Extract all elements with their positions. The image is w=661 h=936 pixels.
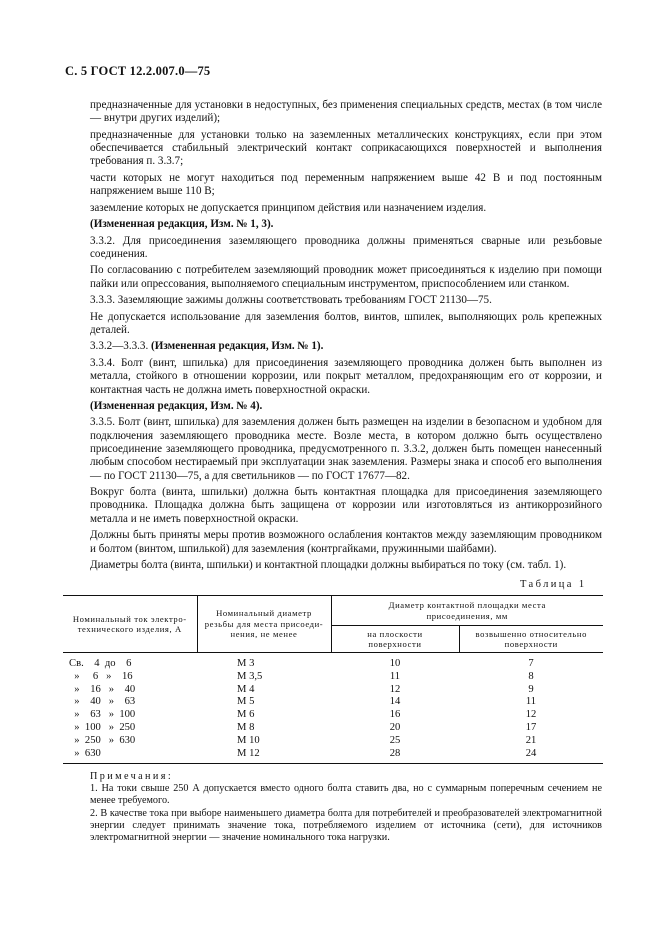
cell-thread: М 4 (237, 683, 255, 695)
document-body (90, 99, 602, 576)
table-row (63, 658, 603, 671)
paragraph: 3.3.4. Болт (винт, шпилька) для присоединения заземляющего проводника должен быть выполнен из металла, стойкого в отношении коррозии, или покрыт металлом, предохраняющим его от коррозии, и контактная часть не должна иметь поверхностной окраски. (90, 356, 602, 396)
cell-current: » 6 » 16 (69, 670, 133, 682)
paragraph: предназначенные для установки в недоступных, без применения специальных средств, местах (в том числе — внутри других изделий); (90, 99, 602, 125)
cell-flat: 28 (389, 747, 401, 759)
cell-raised: 12 (525, 709, 537, 721)
cell-current: » 630 (69, 747, 101, 759)
cell-thread: М 6 (237, 709, 255, 721)
table-row (63, 696, 603, 709)
clause-range: 3.3.2—3.3.3. (90, 340, 149, 353)
paragraph: предназначенные для установки только на заземленных металлических конструкциях, если при этом обеспечивается стабильный электрический контакт соприкасающихся поверхностей и выполнения требования п. 3.3.7; (90, 128, 602, 168)
cell-flat: 25 (389, 734, 401, 746)
paragraph-with-amendment (90, 340, 602, 353)
cell-current: » 40 » 63 (69, 696, 136, 708)
note-item: 2. В качестве тока при выборе наименьшего диаметра болта для потребителей и преобразователей электромагнитной энергии следует принимать значение тока, потребляемого изделием от источника (сети), для источников электромагнитной энергии — значение номинального тока нагрузки. (90, 807, 602, 844)
paragraph: Не допускается использование для заземления болтов, винтов, шпилек, выполняющих роль крепежных деталей. (90, 310, 602, 336)
cell-raised: 11 (525, 696, 537, 708)
paragraph: части которых не могут находиться под переменным напряжением выше 42 В и под постоянным напряжением выше 110 В; (90, 171, 602, 198)
cell-thread: М 8 (237, 721, 255, 733)
cell-raised: 7 (528, 658, 534, 669)
paragraph: Вокруг болта (винта, шпильки) должна быть контактная площадка для присоединения заземляющего проводника. Площадка должна быть защищена от коррозии или изготовляться из антикоррозийного металла и не иметь поверхностной окраски. (90, 486, 602, 525)
amendment-note: (Измененная редакция, Изм. № 1). (151, 340, 324, 353)
table-row (63, 709, 603, 722)
cell-flat: 16 (389, 709, 401, 721)
cell-current: Св. 4 до 6 (69, 658, 132, 669)
column-header-raised: возвышенно относительно поверхности (459, 626, 603, 653)
cell-current: » 16 » 40 (69, 683, 136, 695)
cell-current: » 63 » 100 (69, 709, 136, 721)
column-header-thread: Номинальный диаметр резьбы для места присоеди-нения, не менее (197, 596, 331, 653)
cell-current: » 100 » 250 (69, 721, 136, 733)
table-row (63, 748, 603, 764)
paragraph: заземление которых не допускается принципом действия или назначением изделия. (90, 201, 487, 214)
cell-raised: 9 (528, 683, 534, 695)
cell-raised: 17 (525, 721, 537, 733)
cell-raised: 8 (528, 670, 534, 682)
cell-flat: 11 (389, 670, 401, 682)
cell-flat: 14 (389, 696, 401, 708)
column-header-current: Номинальный ток электро-технического изделия, А (63, 596, 197, 653)
notes-heading: Примечания: (90, 771, 174, 782)
column-header-contact-diameter: Диаметр контактной площадки места присоединения, мм (388, 600, 546, 621)
cell-thread: М 3,5 (237, 670, 263, 682)
table-1 (63, 595, 603, 764)
amendment-note: (Измененная редакция, Изм. № 1, 3). (90, 218, 274, 231)
cell-flat: 10 (389, 658, 401, 669)
table-row (63, 684, 603, 697)
paragraph: 3.3.2. Для присоединения заземляющего проводника должны применяться сварные или резьбовые соединения. (90, 234, 602, 260)
cell-thread: М 12 (237, 747, 260, 759)
amendment-note: (Измененная редакция, Изм. № 4). (90, 400, 263, 412)
cell-thread: М 5 (237, 696, 255, 708)
note-item: 1. На токи свыше 250 А допускается вместо одного болта ставить два, но с суммарным поперечным сечением не менее требуемого. (90, 783, 602, 807)
cell-thread: М 3 (237, 658, 255, 669)
cell-raised: 21 (525, 734, 537, 746)
notes (90, 771, 602, 844)
cell-flat: 20 (389, 721, 401, 733)
paragraph: Диаметры болта (винта, шпильки) и контактной площадки должны выбираться по току (см. табл. 1). (90, 559, 567, 572)
column-header-flat: на плоскости поверхности (331, 626, 459, 653)
paragraph: Должны быть приняты меры против возможного ослабления контактов между заземляющим проводником и болтом (винтом, шпилькой) для заземления (контргайками, пружинными шайбами). (90, 529, 602, 555)
table-row (63, 735, 603, 748)
paragraph: По согласованию с потребителем заземляющий проводник может присоединяться к изделию при помощи пайки или опрессования, выполняемого специальным инструментом, приспособлением или станком. (90, 264, 602, 290)
paragraph: 3.3.3. Заземляющие зажимы должны соответствовать требованиям ГОСТ 21130—75. (90, 294, 492, 307)
table-row (63, 671, 603, 684)
cell-thread: М 10 (237, 734, 260, 746)
page-header: С. 5 ГОСТ 12.2.007.0—75 (65, 64, 211, 78)
cell-raised: 24 (525, 747, 537, 759)
cell-current: » 250 » 630 (69, 734, 136, 746)
table-row (63, 722, 603, 735)
table-caption: Таблица 1 (520, 579, 587, 590)
paragraph: 3.3.5. Болт (винт, шпилька) для заземления должен быть размещен на изделии в безопасном и удобном для подключения заземляющего проводника месте. Возле места, в котором должно быть осуществлено присоединение заземляющего проводника, предусмотренного п. 3.3.2, должен быть помещен нанесенный любым способом нестираемый при эксплуатации знак заземления. Размеры знака и способ его выполнения — по ГОСТ 21130—75, а для светильников — по ГОСТ 17677—82. (90, 416, 602, 482)
cell-flat: 12 (389, 683, 401, 695)
